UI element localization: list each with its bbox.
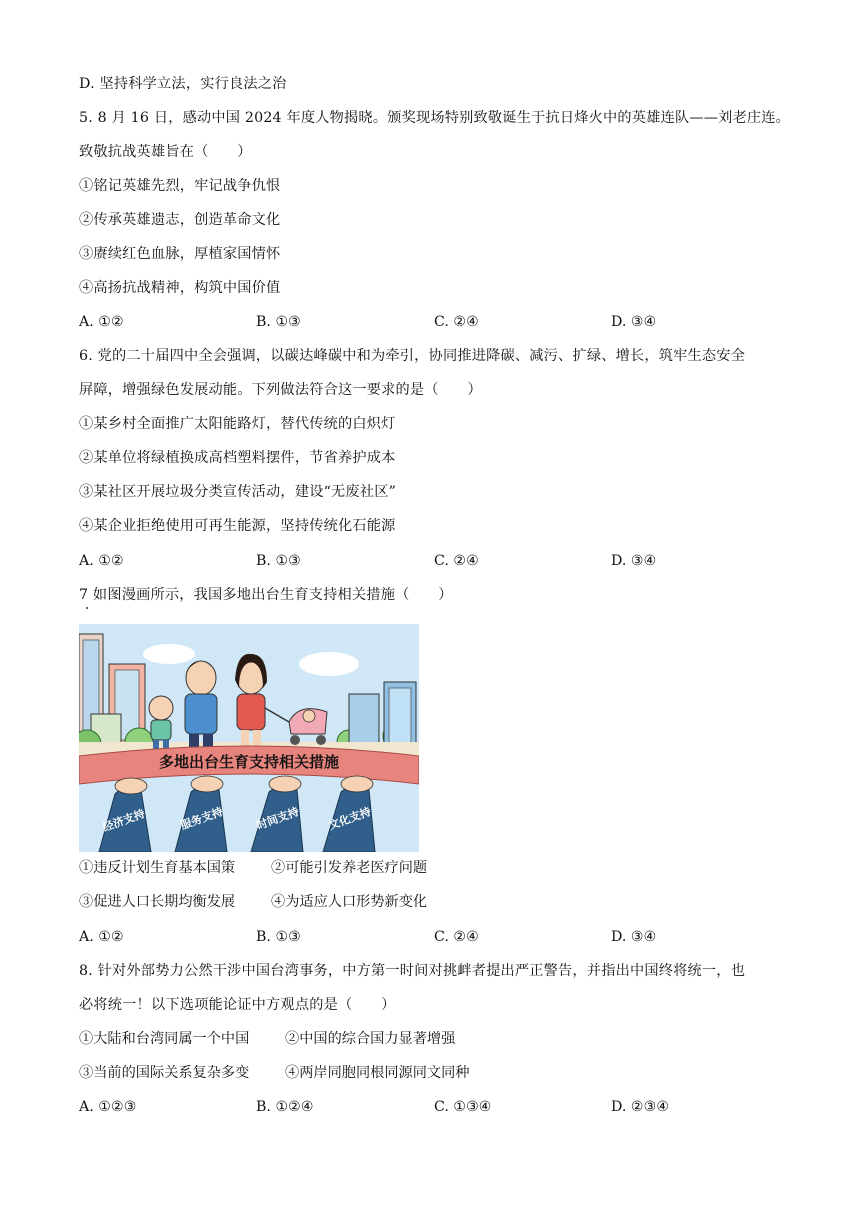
q5-item-1: ①铭记英雄先烈，牢记战争仇恨 — [79, 178, 281, 194]
q8-option-a[interactable]: A. ①②③ — [79, 1099, 137, 1115]
q5-option-a[interactable]: A. ①② — [79, 314, 124, 330]
q5-stem-line1: 5. 8 月 16 日，感动中国 2024 年度人物揭晓。颁奖现场特别致敬诞生于抗日烽火中的英雄连队——刘老庄连。 — [79, 110, 791, 126]
q5-item-2: ②传承英雄遗志，创造革命文化 — [79, 212, 281, 228]
q6-option-d[interactable]: D. ③④ — [611, 553, 657, 569]
sleeve-label-4: 文化支持 — [326, 805, 373, 833]
q6-item-2: ②某单位将绿植换成高档塑料摆件，节省养护成本 — [79, 450, 396, 466]
q6-stem-line2: 屏障，增强绿色发展动能。下列做法符合这一要求的是（ ） — [79, 382, 482, 398]
q6-stem-line1: 6. 党的二十届四中全会强调，以碳达峰碳中和为牵引，协同推进降碳、减污、扩绿、增长，筑牢生态安全 — [79, 348, 746, 364]
q6-options — [79, 551, 799, 571]
q7-options — [79, 927, 799, 947]
q7-option-c[interactable]: C. ②④ — [434, 929, 479, 945]
sleeve-label-2: 服务支持 — [178, 805, 225, 833]
q7-item-1: ①违反计划生育基本国策 — [79, 860, 236, 876]
q8-stem-line2: 必将统一！以下选项能论证中方观点的是（ ） — [79, 997, 396, 1013]
q7-option-b[interactable]: B. ①③ — [256, 929, 301, 945]
q8-option-d[interactable]: D. ②③④ — [611, 1099, 670, 1115]
sleeve-label-1: 经济支持 — [100, 807, 147, 835]
q5-stem-line2: 致敬抗战英雄旨在（ ） — [79, 144, 252, 160]
q6-option-b[interactable]: B. ①③ — [256, 553, 301, 569]
q5-option-b[interactable]: B. ①③ — [256, 314, 301, 330]
q8-options — [79, 1097, 799, 1117]
q7-item-3: ③促进人口长期均衡发展 — [79, 894, 236, 910]
q5-item-3: ③赓续红色血脉，厚植家国情怀 — [79, 246, 281, 262]
q7-item-4: ④为适应人口形势新变化 — [271, 894, 428, 910]
stray-dot — [86, 607, 88, 609]
cartoon-image — [79, 624, 419, 852]
q7-option-d[interactable]: D. ③④ — [611, 929, 657, 945]
q4-option-d: D. 坚持科学立法，实行良法之治 — [79, 76, 287, 92]
q6-item-3: ③某社区开展垃圾分类宣传活动，建设“无废社区” — [79, 484, 397, 500]
q8-option-c[interactable]: C. ①③④ — [434, 1099, 492, 1115]
q5-option-c[interactable]: C. ②④ — [434, 314, 479, 330]
sleeve-label-3: 时间支持 — [254, 805, 301, 833]
q5-option-d[interactable]: D. ③④ — [611, 314, 657, 330]
q8-option-b[interactable]: B. ①②④ — [256, 1099, 314, 1115]
q7-option-a[interactable]: A. ①② — [79, 929, 124, 945]
q8-stem-line1: 8. 针对外部势力公然干涉中国台湾事务，中方第一时间对挑衅者提出严正警告，并指出中国终将统一，也 — [79, 963, 746, 979]
q7-items-row2 — [79, 892, 579, 912]
q7-stem: 7 如图漫画所示，我国多地出台生育支持相关措施（ ） — [79, 587, 453, 603]
q6-option-a[interactable]: A. ①② — [79, 553, 124, 569]
q8-items-row2 — [79, 1063, 579, 1083]
q7-items-row1 — [79, 858, 579, 878]
q8-item-1: ①大陆和台湾同属一个中国 — [79, 1031, 250, 1047]
banner-text: 多地出台生育支持相关措施 — [158, 753, 340, 771]
q6-item-1: ①某乡村全面推广太阳能路灯，替代传统的白炽灯 — [79, 416, 396, 432]
q6-item-4: ④某企业拒绝使用可再生能源，坚持传统化石能源 — [79, 518, 396, 534]
q7-item-2: ②可能引发养老医疗问题 — [271, 860, 428, 876]
q5-options — [79, 312, 799, 332]
q6-option-c[interactable]: C. ②④ — [434, 553, 479, 569]
q8-item-3: ③当前的国际关系复杂多变 — [79, 1065, 250, 1081]
q8-item-4: ④两岸同胞同根同源同文同种 — [285, 1065, 470, 1081]
q8-item-2: ②中国的综合国力显著增强 — [285, 1031, 456, 1047]
q5-item-4: ④高扬抗战精神，构筑中国价值 — [79, 280, 281, 296]
q8-items-row1 — [79, 1029, 579, 1049]
